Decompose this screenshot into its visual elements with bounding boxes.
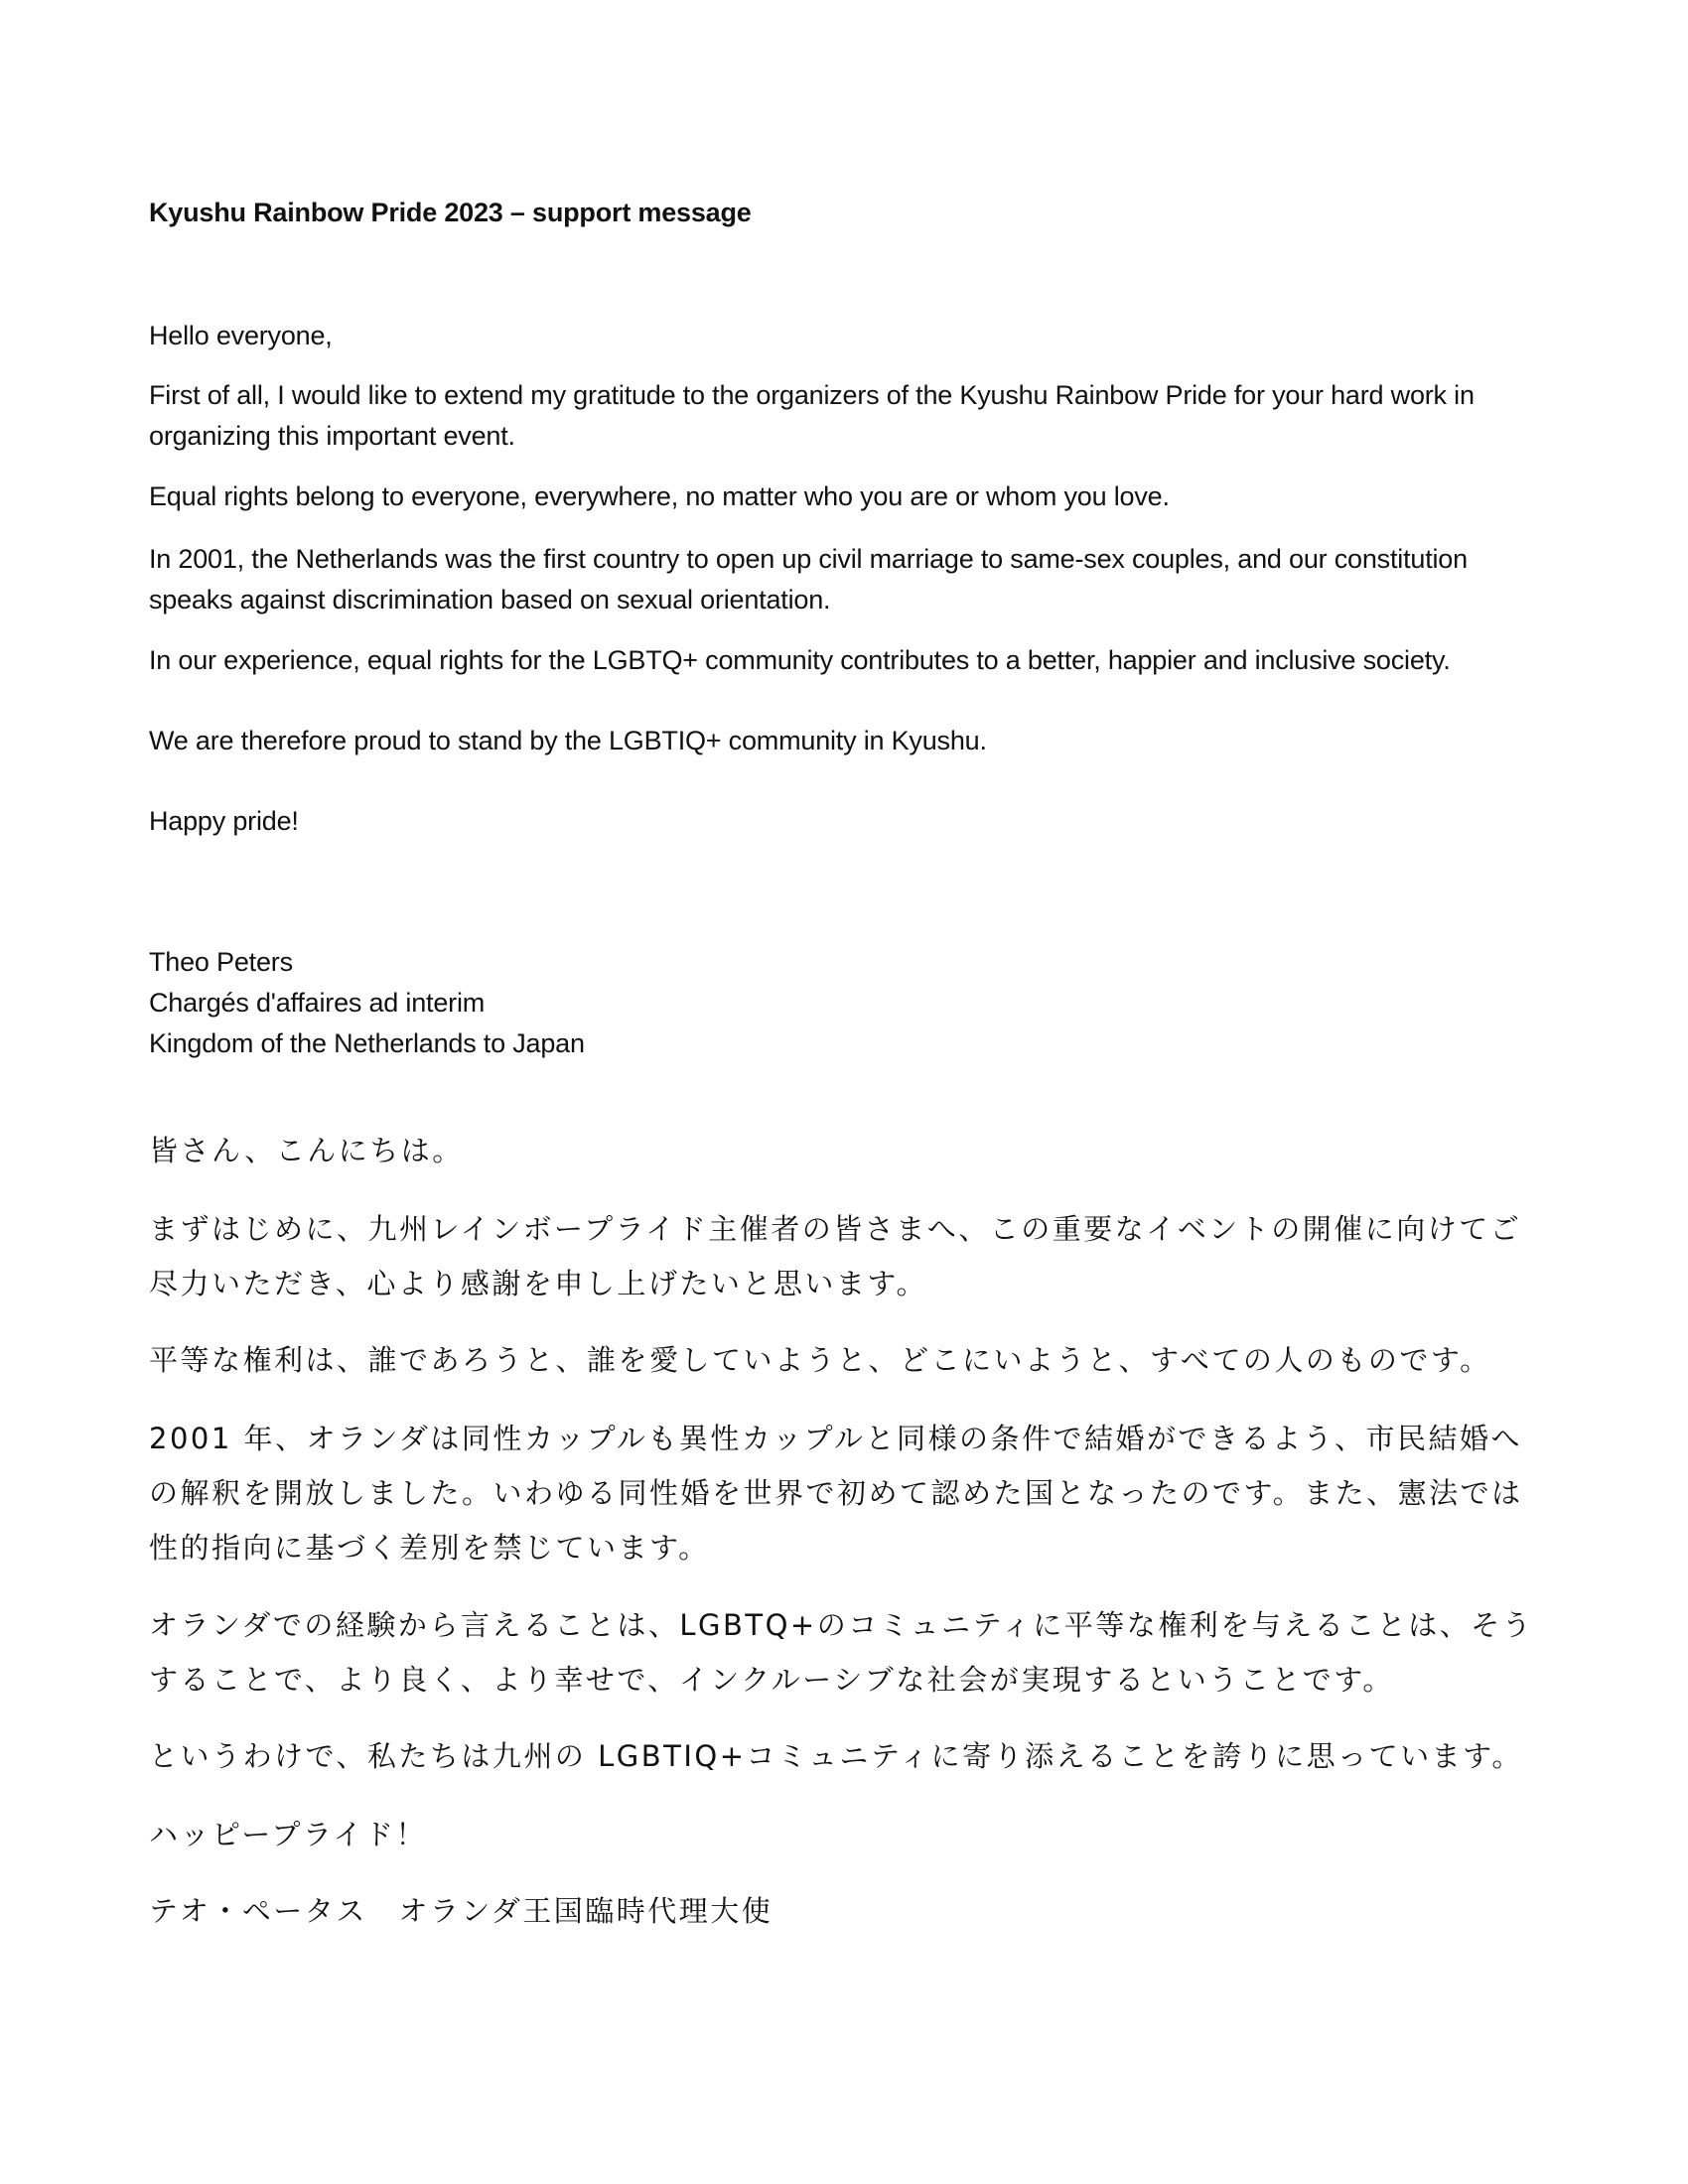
- english-paragraph-6: Happy pride!: [149, 806, 299, 836]
- english-paragraph-3: In 2001, the Netherlands was the first country to open up civil marriage to same-sex couples, and our constitution speaks against discrimination based on sexual orientation.: [149, 544, 1468, 614]
- english-paragraph-1: First of all, I would like to extend my gratitude to the organizers of the Kyushu Rainbow Pride for your hard work in organizing this important event.: [149, 380, 1475, 451]
- english-signature: [149, 942, 1549, 1064]
- english-paragraph-2: Equal rights belong to everyone, everywhere, no matter who you are or whom you love.: [149, 481, 1170, 511]
- signature-position: Chargés d'affaires ad interim: [149, 988, 486, 1018]
- japanese-signature: テオ・ペータス オランダ王国臨時代理大使: [149, 1894, 774, 1928]
- document-title: Kyushu Rainbow Pride 2023 – support message: [149, 198, 752, 227]
- english-paragraph-4: In our experience, equal rights for the LGBTQ+ community contributes to a better, happier and inclusive society.: [149, 645, 1451, 675]
- signature-name: Theo Peters: [149, 947, 293, 977]
- japanese-greeting: 皆さん、こんにちは。: [149, 1134, 464, 1167]
- japanese-paragraph-4: オランダでの経験から言えることは、LGBTQ+のコミュニティに平等な権利を与えることは、そうすることで、より良く、より幸せで、インクルーシブな社会が実現するということです。: [149, 1608, 1534, 1697]
- english-greeting: Hello everyone,: [149, 321, 333, 350]
- signature-country: Kingdom of the Netherlands to Japan: [149, 1028, 585, 1058]
- japanese-paragraph-3: 2001 年、オランダは同性カップルも異性カップルと同様の条件で結婚ができるよう、市民結婚への解釈を開放しました。いわゆる同性婚を世界で初めて認めた国となったのです。また、憲法では性的指向に基づく差別を禁じています。: [149, 1422, 1523, 1565]
- japanese-paragraph-2: 平等な権利は、誰であろうと、誰を愛していようと、どこにいようと、すべての人のものです。: [149, 1343, 1491, 1377]
- japanese-paragraph-6: ハッピープライド！: [149, 1818, 428, 1851]
- english-paragraph-5: We are therefore proud to stand by the LGBTIQ+ community in Kyushu.: [149, 726, 987, 755]
- japanese-paragraph-5: というわけで、私たちは九州の LGBTIQ+コミュニティに寄り添えることを誇りに思っています。: [149, 1739, 1523, 1773]
- japanese-paragraph-1: まずはじめに、九州レインボープライド主催者の皆さまへ、この重要なイベントの開催に向けてご尽力いただき、心より感謝を申し上げたいと思います。: [149, 1212, 1522, 1300]
